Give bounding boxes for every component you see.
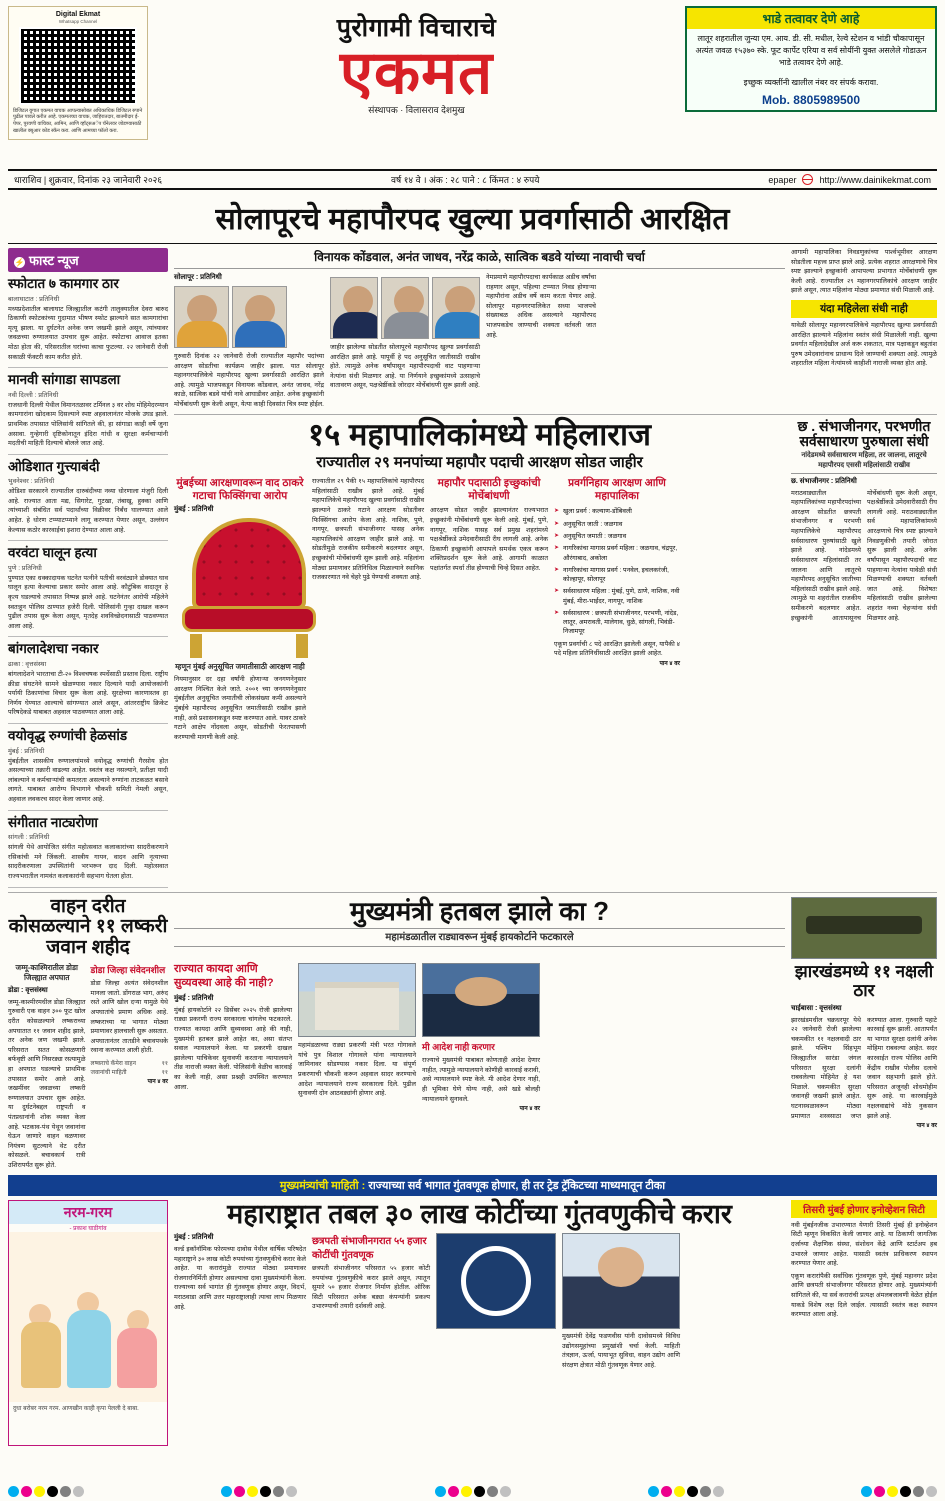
news-body: मध्यप्रदेशातील बालाघाट जिल्ह्यातील कटंगी तालुक्यातील देवरा बारुद ठिकाणी स्फोटकांच्या गुदामात भीषण स्फोट झाल्याने सात कामगारांचा मृत्यू झाला. या दुर्घटनेत अनेक जण जखमी झाले असून, त्यांच्यावर जवळच्या रुग्णालयात उपचार सुरू आहेत. स्फोटाचा आवाज इतका मोठा होता की, परिसरातील घरांच्या काचा फुटल्या. २२ जानेवारी रोजी सकाळी फॅक्टरी काम करीत होते. [8, 305, 168, 361]
list-item: ➤ सर्वसाधारण महिला : मुंबई, पुणे, ठाणे, नाशिक, नवी मुंबई, मीरा-भाईंदर, नागपूर, नाशिक [554, 587, 680, 606]
news-body: बांगलादेशने भारताचा टी-२० विश्वचषक स्पर्धेसाठी प्रस्ताव दिला. राष्ट्रीय क्रीडा संघटनेने सामने खेळण्यास नकार दिल्याने यादी आयोजकांनी पर्यायी ठिकाणांचा विचार सुरू केला आहे. सुरक्षेच्या कारणास्तव हा निर्णय घेण्यात आल्याचे सांगण्यात आले असून, आंतरराष्ट्रीय क्रिकेट परिषदेकडे याबाबत अहवाल पाठवण्यात आला आहे. [8, 670, 168, 717]
box3-footer: एकूण प्रवर्गाची ८ पदे आरक्षित झालेली असून, यापैकी ४ पदे महिला प्रतिनिधींसाठी आरक्षित झाली आहेत. [554, 640, 680, 658]
paper-logo: एकमत [339, 39, 494, 106]
box3-head: प्रवर्गनिहाय आरक्षण आणि महापालिका [568, 477, 666, 502]
blue-banner [8, 1175, 937, 1196]
lead-col1: गुरुवारी दिनांक २२ जानेवारी रोजी राज्यातील महापौर पदांच्या आरक्षण सोडतीचा कार्यक्रम जाहीर झाला. यात सोलापूर महानगरपालिकेचे महापौरपद खुल्या प्रवर्गासाठी आरक्षित झाले आहे. त्यामुळे भाजपकडून विनायक कोंडवाल, अनंत जाधव, नरेंद्र काळे, सात्विक बडवे यांची नावे आघाडीवर आहेत. अनेक इच्छुकांनी मोर्चेबांधणी सुरू केली असून, येत्या काही दिवसांत चित्र स्पष्ट होईल. [174, 353, 324, 409]
faces-strip [174, 286, 324, 348]
qr-caption: डिजिटल युगात एकमत वाचक आपल्यासोबत अधिकाधिक डिजिटल रुपाने पुढील पावले करीत आहे. एकमतच्या वाचक, जाहिरातदार, बातमीदार ई-पेपर, पुरवणी वाचिका, आमिन, आणि व्हॉट्सअॅप चॅनेलवर जोडण्यासाठी खालील क्यूआर कोड स्कॅन करा. आणि आमच्या फॉलो करा. [13, 107, 143, 134]
cartoon-image [9, 1232, 167, 1402]
chair-photo [174, 518, 324, 658]
box4-byline: छ. संभाजीनगर : प्रतिनिधी [791, 477, 857, 485]
list-item[interactable] [8, 368, 168, 455]
cartoon-caption: दुधा बरोबर नरम गरम. आणखीन काही कृपा पेलली दे बाबा. [13, 1405, 139, 1412]
ad-contact-note: इच्छुक व्यक्तींनी खालील नंबर वर संपर्क करावा. [743, 78, 879, 87]
minister-photo [422, 963, 540, 1037]
story-jharkhand [791, 963, 937, 1170]
story-kashmir [8, 897, 168, 960]
news-byline: ढाका : वृत्तसंस्था [8, 660, 47, 668]
banner-prefix: मुख्यमंत्र्यांची माहिती : [279, 1179, 366, 1192]
jharkhand-title: झारखंडमध्ये ११ नक्षली ठार [794, 962, 934, 1000]
color-registration-bar [8, 1486, 937, 1497]
list-item[interactable] [8, 541, 168, 637]
news-body: पुण्यात एका धक्कादायक घटनेत पत्नीने पतीची वरवंट्याने डोक्यात घाव घालून हत्या केल्याचा प्रकार समोर आला आहे. कौटुंबिक वादातून हे कृत्य घडल्याचे तपासात निष्पन्न झाले आहे. घटनेनंतर आरोपी महिलेने स्वतःहून पोलिस ठाण्यात हजेरी दिली. पोलिसांनी गुन्हा दाखल करून पुढील तपास सुरू केला असून, मृतदेह शवविच्छेदनासाठी पाठवण्यात आला आहे. [8, 574, 168, 630]
ad-heading: भाडे तत्वावर देणे आहे [687, 8, 935, 29]
main-column [174, 248, 937, 888]
info-bar [8, 169, 937, 190]
avatar [381, 277, 429, 339]
faces-strip-2 [330, 277, 480, 339]
innovation-body: नवी मुंबईनजीक उभारण्यात येणारी तिसरी मुंबई ही इनोव्हेशन सिटी म्हणून विकसित केली जाणार आहे. या ठिकाणी जागतिक दर्जाच्या शैक्षणिक संस्था, संशोधन केंद्रे आणि स्टार्टअप हब उभारले जाणार आहेत. यासाठी स्वतंत्र प्राधिकरण स्थापन करण्यात येणार आहे. [791, 1221, 937, 1268]
kashmir-page-ref[interactable]: पान ४ वर [147, 1079, 168, 1086]
news-byline: पुणे : प्रतिनिधी [8, 564, 42, 572]
box2-head: महापौर पदासाठी इच्छुकांची मोर्चेबांधणी [437, 477, 541, 502]
list-item: ➤ नागरिकांचा मागास प्रवर्ग महिला : जळगाव, चंद्रपूर, औरंगाबाद, अकोला [554, 544, 680, 563]
list-item: ➤ सर्वसाधारण : छत्रपती संभाजीनगर, परभणी, नांदेड, लातूर, अमरावती, मालेगाव, धुळे, सांगली, भिवंडी-निजामपूर [554, 609, 680, 637]
banner-text: राज्याच्या सर्व भागात गुंतवणूक होणार, ही तर ट्रेड ट्रॅकिटच्या माध्यमातून टीका [368, 1179, 666, 1192]
news-body: ओडिशा सरकारने राज्यातील दारुबंदीच्या नव्या धोरणाला मंजुरी दिली आहे. राज्यात आता मद्य, सिगारेट, गुटखा, तंबाखू, हुक्का आणि त्यांच्याशी संबंधित सर्व पदार्थांच्या विक्रीवर निर्बंध घालण्यात आले आहेत. हे धोरण टप्प्याटप्प्याने लागू करण्यात येणार असून, उल्लंघन केल्यास कठोर कारवाईचा इशारा देण्यात आला आहे. [8, 488, 168, 534]
news-byline: भुवनेश्वर : प्रतिनिधी [8, 478, 55, 486]
list-item: ➤ खुला प्रवर्ग : कल्याण-डोंबिवली [554, 507, 680, 516]
mega-box-4 [791, 419, 937, 743]
news-headline: संगीतात नाट्यरोणा [8, 814, 98, 830]
story-cm-title-wrap [174, 897, 785, 960]
investment-col2: छत्रपती संभाजीनगर परिसरात ५५ हजार कोटी रुपयांच्या गुंतवणुकीचे करार झाले असून, त्यातून सुमारे ५० हजार रोजगार निर्माण होतील. ऑरिक सिटी परिसरात अनेक बड्या कंपन्यांनी प्रकल्प उभारण्याची तयारी दर्शवली आहे. [312, 1265, 430, 1311]
lead-byline: सोलापूर : प्रतिनिधी [174, 274, 222, 281]
cm-portrait-photo [562, 1233, 680, 1329]
news-byline: बालाघाटात : प्रतिनिधी [8, 295, 60, 303]
mega-subtitle: राज्यातील २९ मनपांच्या महापौर पदाची आरक्षण सोडत जाहीर [316, 454, 643, 472]
list-item: ➤ अनुसूचित जमाती : जळगाव [554, 532, 680, 541]
page-title: सोलापूरचे महापौरपद खुल्या प्रवर्गासाठी आरक्षित [8, 190, 937, 244]
news-body: मुंबईतील शासकीय रुग्णालयांमध्ये वयोवृद्ध रुग्णांची गैरसोय होत असल्याच्या तक्रारी वाढल्या आहेत. स्वतंत्र कक्ष नसल्याने, प्रतीक्षा यादी लांबल्याने व कर्मचाऱ्यांची कमतरता असल्याने रुग्णांना ताटकळत बसावे लागते. याबाबत आरोग्य विभागाने चौकशी समिती नेमली असून, अहवाल लवकरच सादर केला जाणार आहे. [8, 757, 168, 803]
epaper-label[interactable]: epaper [768, 174, 797, 185]
ad-phone: Mob. 8805989500 [761, 93, 861, 107]
army-photo [791, 897, 937, 959]
highcourt-photo [298, 963, 416, 1037]
cm-sub: महामंडळातील राड्यावरून मुंबई हायकोर्टाने फटकारले [174, 928, 785, 947]
kashmir-side-head: डोडा जिल्हा संवेदनशील [90, 965, 166, 976]
ad-body: लातूर शहरातील जुन्या एम. आय. डी. सी. मधील, रेल्वे स्टेशन व भांडी चौकापासून अत्यंत जवळ १५३७० स्के. फूट कार्पेट एरिया व सर्व सोयींनी युक्त असलेले गोडाऊन भाडे तत्वावर देणे आहे. [695, 34, 927, 67]
lead-col3: नेमप्रमाणे महापौरपदाचा कार्यकाळ अडीच वर्षांचा राहणार असून, पहिल्या टप्प्यात निवड होणाऱ्या महापौरांना अडीच वर्षे काम करता येणार आहे. सोलापूर महानगरपालिकेत सध्या भाजपचे संख्याबळ अधिक असल्याने महापौरपद भाजपकडेच जाण्याची शक्यता वर्तवली जात आहे. [486, 274, 596, 339]
stat-value: ११ [161, 1061, 168, 1068]
mega-box-1-text [312, 477, 424, 742]
list-item[interactable] [8, 811, 168, 888]
mega-box-3 [554, 477, 680, 742]
news-body: सांगली येथे आयोजित संगीत महोत्सवात कलाकारांच्या सादरीकरणाने रसिकांची मने जिंकली. शास्त्रीय गायन, वादन आणि नृत्याच्या सादरीकरणाला उपस्थितांनी भरभरून दाद दिली. महोत्सवात राज्यभरातील नामवंत कलाकारांनी सहभाग घेतला होता. [8, 844, 168, 880]
qr-code-block [8, 6, 148, 140]
news-headline: बांगलादेशचा नकार [8, 641, 99, 657]
wef-logo-photo [436, 1233, 556, 1329]
list-item[interactable] [8, 455, 168, 542]
army-photo-wrap [791, 897, 937, 960]
list-item[interactable] [8, 272, 168, 368]
cm-body2: महामंडळाच्या राड्या प्रकरणी मंत्री भरत गोगावले यांचे पुत्र विशाल गोगावले यांना न्यायालयाने जामिनावर सोडण्यास नकार दिला. या संपूर्ण प्रकरणाची चौकशी करून अहवाल सादर करण्याचे आदेश न्यायालयाने राज्य सरकारला दिले. पुढील सुनावणी दोन आठवड्यांनी होणार आहे. [298, 1042, 416, 1098]
cartoon-author: - प्रकाश घाडीगांव [69, 1225, 107, 1232]
stat-label: जवानांची माहिती [90, 1069, 127, 1076]
box1-head: मुंबईच्या आरक्षणावरून वाद ठाकरे गटाचा फिक्सिंगचा आरोप [176, 477, 304, 502]
sidebar-title: यंदा महिलेला संधी नाही [791, 300, 937, 318]
bottom-section [8, 1200, 937, 1446]
innovation-city-story [791, 1200, 937, 1446]
cm-quote-body: राज्याचे मुख्यमंत्री याबाबत कोणताही आदेश देणार नाहीत, त्यामुळे न्यायालयाने कोणीही कारवाई करावी, असे न्यायालयाने स्पष्ट केले. मी आदेश देणार नाही, ही भूमिका घेणे योग्य नाही, असे खडे बोलही न्यायालयाने सुनावले. [422, 1057, 540, 1103]
tagline: पुरोगामी विचाराचे [336, 14, 497, 42]
investment-col3: मुख्यमंत्री देवेंद्र फडणवीस यांनी दावोसमध्ये विविध उद्योगसमूहांच्या प्रमुखांशी चर्चा केली. माहिती तंत्रज्ञान, ऊर्जा, पायाभूत सुविधा, वाहन उद्योग आणि संरक्षण क्षेत्रात मोठी गुंतवणूक येणार आहे. [562, 1333, 680, 1369]
founder-line: संस्थापक · विलासराव देशमुख [368, 105, 465, 115]
stat-label: लष्कराचे कॅमेरा वाहन [90, 1061, 136, 1068]
box2-body: आरक्षण सोडत जाहीर झाल्यानंतर राज्यभरात इच्छुकांनी मोर्चेबांधणी सुरू केली आहे. मुंबई, पुणे, नागपूर, नाशिक यासह सर्व प्रमुख शहरांमध्ये पक्षश्रेष्ठींकडे उमेदवारीसाठी रीघ लागली आहे. अनेक ठिकाणी इच्छुकांनी आपापले समर्थक एकत्र करून शक्तिप्रदर्शन सुरू केले आहे. आगामी काळात पक्षांतर्गत स्पर्धा तीव्र होण्याची चिन्हे दिसत आहेत. [430, 507, 548, 573]
masthead [8, 6, 937, 166]
jharkhand-page-ref[interactable]: पान ४ वर [916, 1123, 937, 1130]
investment-title: महाराष्ट्रात तबल ३० लाख कोटींच्या गुंतवणुकीचे करार [227, 1198, 732, 1229]
box4-body: मराठवाड्यातील महापालिकांच्या महापौरपदांच्या आरक्षण सोडतीत छत्रपती संभाजीनगर व परभणी महापालिकेचे महापौरपद सर्वसाधारण पुरुषांसाठी खुले झाले आहे. नांदेडमध्ये सर्वसाधारण महिलांसाठी तर जालना आणि लातूरचे महापौरपद अनुसूचित जातीच्या महिलांसाठी राखीव झाले आहे. त्यामुळे या शहरांतील राजकीय समीकरणे बदलणार आहेत. इच्छुकांनी आतापासूनच मोर्चेबांधणी सुरू केली असून, पक्षश्रेष्ठींकडे उमेदवारीसाठी रीघ लागली आहे. मराठवाड्यातील सर्व महापालिकांमध्ये आरक्षणाचे चित्र स्पष्ट झाल्याने निवडणुकीची तयारी जोरात सुरू झाली आहे. अनेक वर्षांपासून महापौरपदाची वाट पाहणाऱ्या नेत्यांना यावेळी संधी मिळण्याची शक्यता वर्तवली जात आहे. विशेषतः महिलांसाठी राखीव झालेल्या शहरांत नव्या चेहऱ्यांना संधी मिळणार आहे. [791, 489, 937, 622]
kashmir-byline: डोडा : वृत्तसंस्था [8, 986, 48, 994]
box4-sub: नांदेडमध्ये सर्वसाधारण महिला, तर जालना, लातूरचे महापौरपद एससी महिलांसाठी राखीव [791, 451, 937, 473]
investment-story [174, 1200, 785, 1446]
website-url[interactable]: http://www.dainikekmat.com [819, 174, 931, 185]
box1-caption: म्हणून मुंबई अनुसूचित जमातीसाठी आरक्षण नाही [175, 662, 305, 672]
kashmir-side-body: डोडा जिल्हा अत्यंत संवेदनशील मानला जातो. डोंगराळ भाग, अरुंद रस्ते आणि खोल दऱ्या यामुळे येथे अपघातांचे प्रमाण अधिक आहे. लष्कराच्या या भागात मोठ्या प्रमाणावर हालचाली सुरू असतात. अपघातानंतर तातडीने बचावपथके रवाना करण्यात आली होती. [90, 980, 168, 1055]
cm-byline: मुंबई : प्रतिनिधी [174, 994, 214, 1002]
news-headline: वरवंटा घालून हत्या [8, 545, 97, 561]
kashmir-title: वाहन दरीत कोसळल्याने ११ लष्करी जवान शहीद [8, 895, 168, 959]
sidebar-body: यावेळी सोलापूर महानगरपालिकेचे महापौरपद खुल्या प्रवर्गासाठी आरक्षित झाल्याने महिलांना स्वतंत्र संधी मिळालेली नाही. खुल्या प्रवर्गात महिलादेखील अर्ज करू शकतात, मात्र पक्षाकडून बहुतांश पुरुष उमेदवारांनाच प्राधान्य दिले जाण्याची शक्यता आहे. त्यामुळे शहरातील महिला नेत्यांमध्ये काहीशी नाराजी व्यक्त होत आहे. [791, 322, 937, 368]
cm-body: मुंबई हायकोर्टाने २२ डिसेंबर २०२५ रोजी झालेल्या राड्या प्रकरणी राज्य सरकारला चांगलेच फटकारले. राज्यात कायदा आणि सुव्यवस्था आहे की नाही, मुख्यमंत्री हतबल झाले आहेत का, असा संतप्त सवाल न्यायालयाने केला. या प्रकरणी दाखल झालेल्या याचिकेवर सुनावणी करताना न्यायालयाने तीव्र नाराजी व्यक्त केली. पोलिसांनी वेळीच कारवाई का केली नाही, असा प्रश्नही उपस्थित करण्यात आला. [174, 1006, 292, 1091]
lead-subhead: विनायक कोंडवाल, अनंत जाधव, नरेंद्र काळे, सात्विक बडवे यांच्या नावाची चर्चा [174, 248, 785, 269]
kashmir-stat-2 [91, 1069, 169, 1078]
fast-news-header [8, 248, 168, 272]
box1-byline: मुंबई : प्रतिनिधी [174, 506, 214, 514]
lead-col2: जाहीर झालेल्या सोडतीत सोलापूरचे महापौरपद खुल्या प्रवर्गासाठी आरक्षित झाले आहे. यापूर्वी हे पद अनुसूचित जातीसाठी राखीव होते. त्यामुळे अनेक वर्षांपासून महापौरपदाची वाट पाहणाऱ्या नेत्यांना संधी मिळणार आहे. या निर्णयाने इच्छुकांमध्ये उत्साहाचे वातावरण असून, पक्षश्रेष्ठींकडे जोरदार मोर्चेबांधणी सुरू झाली आहे. [330, 344, 480, 390]
investment-col5: एकूण करारांपैकी सर्वाधिक गुंतवणूक पुणे, मुंबई महानगर प्रदेश आणि छत्रपती संभाजीनगर परिसरात होणार आहे. मुख्यमंत्र्यांनी सांगितले की, या सर्व करारांची प्रत्यक्ष अंमलबजावणी वेळेत होईल याकडे विशेष लक्ष दिले जाईल. त्यासाठी स्वतंत्र कक्ष स्थापन करण्यात आला आहे. [791, 1272, 937, 1319]
list-item[interactable] [8, 637, 168, 724]
cm-quote-head: मी आदेश नाही करणार [422, 1042, 495, 1053]
box3-page-ref[interactable]: पान ४ वर [659, 660, 680, 667]
innovation-head: तिसरी मुंबई होणार इनोव्हेशन सिटी [791, 1200, 937, 1218]
stat-value: ११ [161, 1069, 168, 1076]
avatar [174, 286, 229, 348]
box1-body: राज्यातील २९ पैकी १५ महापालिकांचे महापौरपद महिलांसाठी राखीव झाले आहे. मुंबई महापालिकेचे महापौरपद खुल्या प्रवर्गासाठी राखीव झाल्याने ठाकरे गटाने आरक्षण सोडतीवर फिक्सिंगचा आरोप केला आहे. नाशिक, पुणे, नागपूर, छत्रपती संभाजीनगर यासह अनेक महापालिकांचे आरक्षण जाहीर झाले आहे. या सोडतीमुळे राजकीय समीकरणे बदलणार असून, इच्छुकांची मोर्चेबांधणी सुरू झाली आहे. महिलांना मोठ्या प्रमाणावर प्रतिनिधित्व मिळाल्याने स्थानिक राजकारणात नवे चेहरे पुढे येण्याची शक्यता आहे. [312, 478, 425, 582]
investment-byline: मुंबई : प्रतिनिधी [174, 1234, 214, 1242]
qr-code-icon[interactable] [19, 27, 137, 105]
issue-date: धाराशिव | शुक्रवार, दिनांक २३ जानेवारी २०२६ [14, 175, 163, 185]
issue-meta: वर्ष १४ वे । अंक : २८ पाने : ८ किंमत : ४ रुपये [391, 175, 540, 185]
cm-title: मुख्यमंत्री हतबल झाले का ? [349, 895, 610, 926]
kashmir-body: जम्मू-काश्मीरमधील डोडा जिल्ह्यात गुरुवारी एक वाहन ३०० फूट खोल दरीत कोसळल्याने लष्कराच्या अपघातात ११ जवान शहीद झाले, तर अनेक जण जखमी झाले. परिसरात सतत कोसळणारी बर्फवृष्टी आणि निसरड्या रस्त्यामुळे हा अपघात घडल्याचे प्राथमिक तपासात समोर आले आहे. जखमींवर जवळच्या लष्करी रुग्णालयात उपचार सुरू आहेत. या दुर्घटनेबद्दल राष्ट्रपती व पंतप्रधानांनी शोक व्यक्त केला आहे. भटकाव-पंथ येथून जवानांना घेऊन जाणारे वाहन वळणावर नियंत्रण सुटल्याने थेट दरीत कोसळले. बचावकार्य रात्री उशिरापर्यंत सुरू होते. [8, 998, 86, 1170]
lead-story [174, 248, 937, 410]
mega-story [174, 416, 937, 743]
mega-title: १५ महापालिकांमध्ये महिलाराज [308, 416, 651, 452]
news-byline: मुंबई : प्रतिनिधी [8, 747, 45, 755]
mega-box-2 [430, 477, 548, 742]
qr-title: Digital Ekmat [55, 11, 101, 18]
second-section [8, 897, 937, 960]
lightning-icon: ⚡ [14, 258, 25, 267]
box4-head: छ . संभाजीनगर, परभणीत सर्वसाधारण पुरुषाला संधी [797, 417, 931, 450]
top-section [8, 248, 937, 888]
list-item: ➤ नागरिकांचा मागास प्रवर्ग : पनवेल, इचलकरंजी, कोल्हापूर, सोलापूर [554, 566, 680, 585]
news-body: राजधानी दिल्ली येथील विमानतळावर टर्मिनल ३ वर शोध मोहिमेदरम्यान कामगारांना खोदकाम दिसल्याने स्पष्ट अहवालानंतर मोजके उघड झाले. प्राथमिक तपासात पोलिसांनी सांगितले की, हा सांगाडा काही वर्षे जुना असावा. गुन्हेगारी दृष्टिकोनातून इंदिरा गांधी व सुरक्षा कर्मचाऱ्यांनी मदतीची माहिती दिल्याचे बोलले जात आहे. [8, 401, 168, 448]
story-cm [174, 963, 785, 1170]
qr-subtitle: Whatsapp Channel [58, 18, 98, 24]
avatar [432, 277, 480, 339]
investment-col1: वर्ल्ड इकॉनॉमिक फोरमच्या दावोस येथील वार्षिक परिषदेत महाराष्ट्राने ३० लाख कोटी रुपयांच्या गुंतवणुकीचे करार केले आहेत. या करारांमुळे राज्यात मोठ्या प्रमाणावर रोजगारनिर्मिती होणार असल्याचा दावा मुख्यमंत्र्यांनी केला. राज्याच्या सर्व भागांत ही गुंतवणूक होणार असून, विदर्भ, मराठवाडा आणि उत्तर महाराष्ट्रालाही त्याचा लाभ मिळणार आहे. [174, 1246, 306, 1311]
globe-icon [802, 174, 813, 185]
jharkhand-byline: चाईबासा : वृत्तसंस्था [791, 1004, 842, 1012]
news-headline: ओडिशात गुत्त्याबंदी [8, 458, 100, 474]
investment-col2-head: छत्रपती संभाजीनगरात ५५ हजार कोटींची गुंतवणूक [312, 1236, 427, 1262]
news-byline: नवी दिल्ली : प्रतिनिधी [8, 391, 59, 399]
news-headline: वयोवृद्ध रुग्णांची हेळसांड [8, 728, 128, 744]
kashmir-sub: जम्मू-काश्मिरातील डोडा जिल्ह्यात अपघात [15, 963, 78, 982]
cartoon-block [8, 1200, 168, 1446]
list-item[interactable] [8, 724, 168, 811]
fast-news-title: फास्ट न्यूज [29, 253, 79, 268]
fast-news-column [8, 248, 168, 888]
cartoon-title: नरम-गरम [9, 1201, 167, 1224]
avatar [330, 277, 378, 339]
box1-caption-body: नियमानुसार दर दहा वर्षांनी होणाऱ्या जनगणनेनुसार आरक्षण निश्चित केले जाते. २००१ च्या जनगणनेनुसार मुंबईतील अनुसूचित जमातीची लोकसंख्या कमी असल्याने मुंबईचे महापौरपद अनुसूचित जमातीसाठी राखीव झाले नाही, असे प्रशासनाकडून स्पष्ट करण्यात आले. यावर ठाकरे गटाने आक्षेप नोंदवला असून, सोडतीची फेरतपासणी करण्याची मागणी केली आहे. [174, 676, 306, 741]
advertisement[interactable] [685, 6, 937, 112]
kashmir-stat-1 [91, 1060, 169, 1069]
title-block [154, 6, 679, 116]
jharkhand-body: झारखंडमधील चक्रधरपूर येथे २२ जानेवारी रोजी झालेल्या चकमकीत ११ नक्षलवादी ठार झाले. पश्चिम सिंहभूम जिल्ह्यातील सारंडा जंगल परिसरात सुरक्षा दलांनी राबवलेल्या मोहिमेत हे यश मिळाले. चकमकीत सुरक्षा जवानही जखमी झाले आहेत. घटनास्थळावरून मोठ्या प्रमाणात शस्त्रसाठा जप्त करण्यात आला. गुरुवारी पहाटे कारवाई सुरू झाली. आतापर्यंत या भागात सुरक्षा दलांनी अनेक मोहिमा राबवल्या आहेत. सदर कारवाईत राज्य पोलिस आणि केंद्रीय राखीव पोलीस दलाचे जवान सहभागी झाले होते. परिसरात अजूनही शोधमोहीम सुरू आहे. या कारवाईमुळे नक्षलवाद्यांचे मोठे नुकसान झाले आहे. [791, 1016, 937, 1120]
list-item: ➤ अनुसूचित जाती : जळगाव [554, 520, 680, 529]
mega-box-1 [174, 477, 306, 742]
cm-page-ref[interactable]: पान ४ वर [519, 1106, 540, 1113]
news-byline: सांगली : प्रतिनिधी [8, 834, 50, 842]
cm-box-head: राज्यात कायदा आणि सुव्यवस्था आहे की नाही? [174, 963, 274, 989]
second-section-body [8, 963, 937, 1170]
lead-col4: आगामी महापालिका निवडणुकांच्या पार्श्वभूमीवर आरक्षण सोडतीला महत्त्व प्राप्त झाले आहे. प्रत्येक शहरात आरक्षणाचे चित्र स्पष्ट झाल्याने इच्छुकांनी आपापल्या प्रभागात मोर्चेबांधणी सुरू केली आहे. राज्यातील २९ महानगरपालिकांचे आरक्षण जाहीर झाले असून, त्यात महिलांना मोठ्या प्रमाणात संधी मिळाली आहे. [791, 249, 937, 295]
news-headline: मानवी सांगाडा सापडला [8, 372, 121, 388]
news-headline: स्फोटात ७ कामगार ठार [8, 276, 119, 291]
avatar [232, 286, 287, 348]
